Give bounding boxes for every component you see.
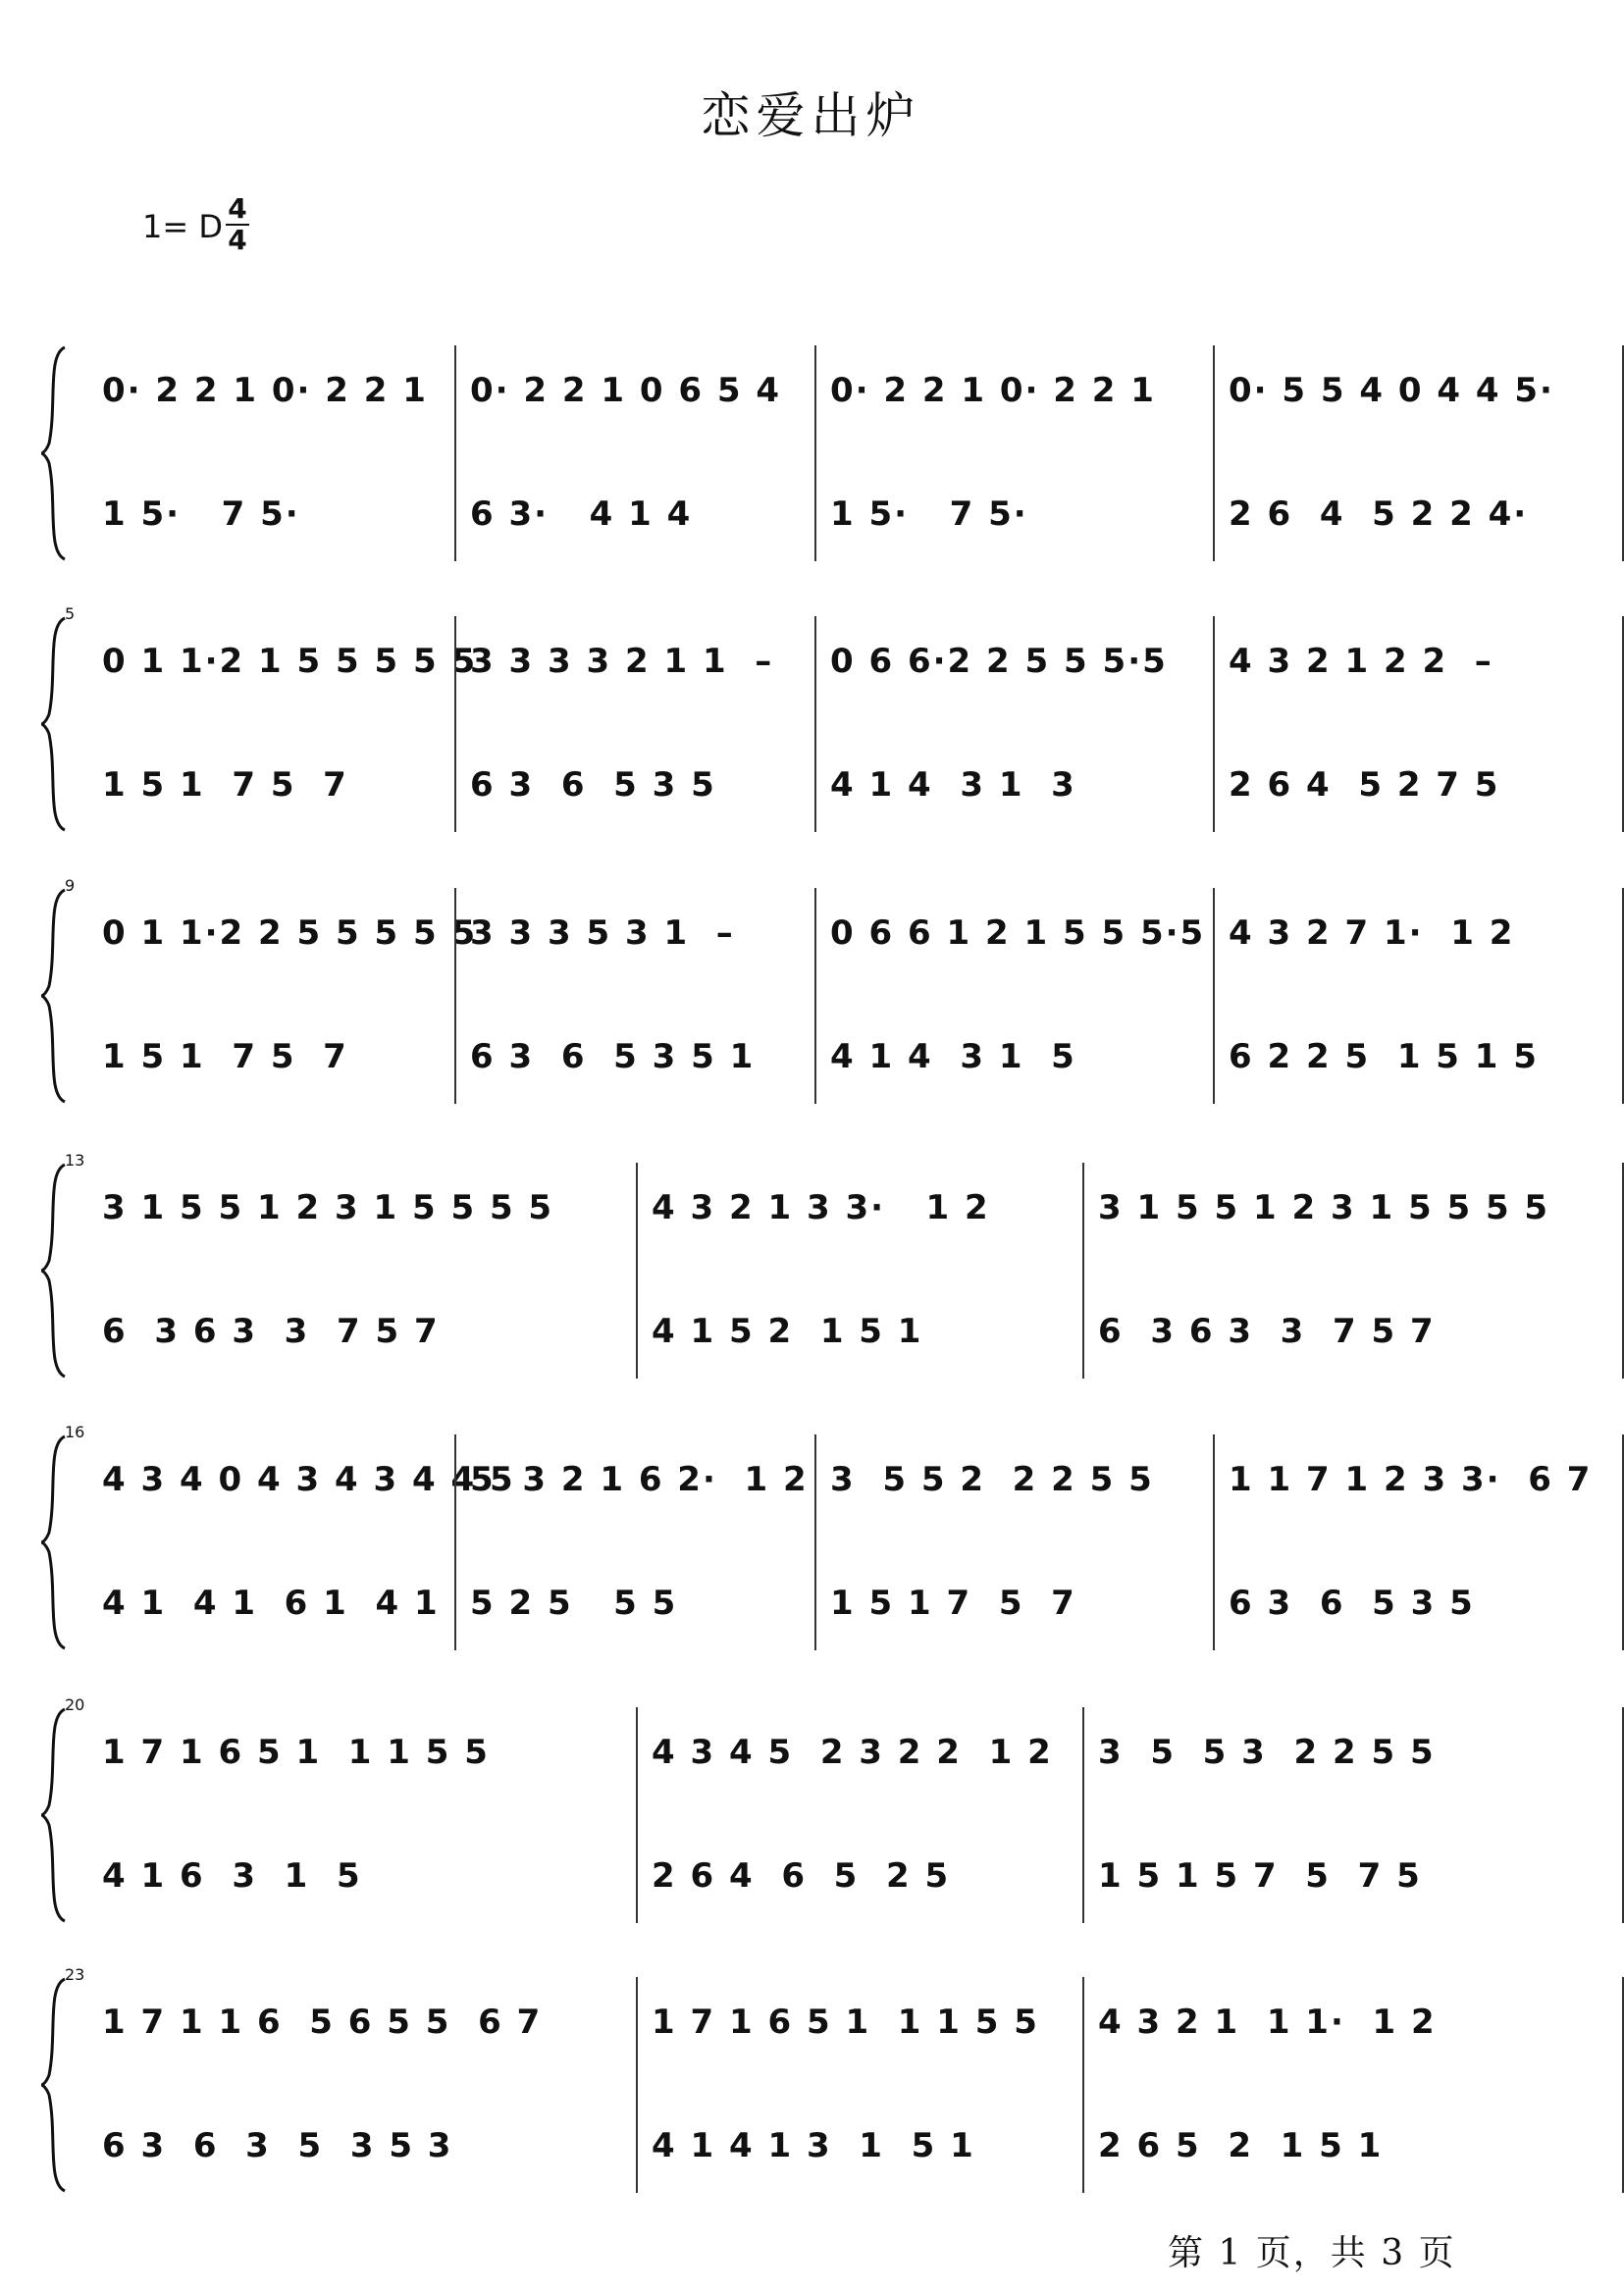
treble-staff <box>88 630 1590 693</box>
treble-measure: 0· 2 2 1 0· 2 2 1 <box>102 371 428 410</box>
bass-measure: 2 6 5 2 1 5 1 <box>1098 2126 1384 2165</box>
bass-staff <box>88 2114 1590 2177</box>
treble-measure: 4 3 2 7 1· 1 2 <box>1229 913 1515 953</box>
barline <box>636 1163 638 1379</box>
bass-measure: 4 1 4 3 1 3 <box>830 765 1076 805</box>
brace-icon <box>39 888 69 1104</box>
barline <box>454 1434 456 1650</box>
bass-measure: 2 6 4 5 2 2 4· <box>1229 495 1529 534</box>
barline <box>454 888 456 1104</box>
bass-measure: 6 3 6 5 3 5 <box>470 765 716 805</box>
brace-icon <box>39 1707 69 1923</box>
treble-measure: 0· 2 2 1 0 6 5 4 <box>470 371 782 410</box>
time-numerator: 4 <box>228 192 247 225</box>
brace-icon <box>39 616 69 832</box>
bass-measure: 4 1 4 3 1 5 <box>830 1037 1076 1076</box>
measure-number: 16 <box>65 1423 85 1441</box>
treble-measure: 0 1 1·2 2 5 5 5 5 5 <box>102 913 478 953</box>
score-system <box>39 345 1590 561</box>
treble-measure: 1 7 1 6 5 1 1 1 5 5 <box>652 2003 1039 2042</box>
time-signature <box>223 194 252 255</box>
brace-icon <box>39 345 69 561</box>
bass-measure: 6 3 6 5 3 5 1 <box>470 1037 756 1076</box>
measure-number: 5 <box>65 604 76 623</box>
brace-icon <box>39 1163 69 1379</box>
barline <box>1213 888 1215 1104</box>
treble-staff <box>88 902 1590 964</box>
measure-number: 20 <box>65 1695 85 1714</box>
bass-staff <box>88 483 1590 546</box>
treble-measure: 4 3 4 0 4 3 4 3 4 4 5 <box>102 1460 515 1499</box>
score-system <box>39 1151 1590 1379</box>
bass-measure: 5 2 5 5 5 <box>470 1584 678 1623</box>
treble-measure: 5 3 2 1 6 2· 1 2 <box>470 1460 809 1499</box>
measure-number: 13 <box>65 1151 85 1170</box>
treble-measure: 3 5 5 3 2 2 5 5 <box>1098 1733 1436 1772</box>
treble-measure: 4 3 2 1 3 3· 1 2 <box>652 1188 990 1227</box>
barline <box>1082 1977 1084 2193</box>
barline <box>1082 1163 1084 1379</box>
treble-measure: 0· 5 5 4 0 4 4 5· <box>1229 371 1554 410</box>
time-denominator: 4 <box>228 224 247 256</box>
treble-staff <box>88 1448 1593 1511</box>
barline <box>1213 1434 1215 1650</box>
treble-measure: 0 1 1·2 1 5 5 5 5 5 <box>102 642 478 681</box>
score-system <box>39 876 1590 1104</box>
bass-measure: 1 5 1 7 5 7 <box>830 1584 1076 1623</box>
bass-staff <box>88 754 1590 816</box>
barline <box>814 1434 816 1650</box>
score-system <box>39 604 1590 832</box>
barline <box>1213 345 1215 561</box>
bass-staff <box>88 1845 1590 1907</box>
barline <box>1213 616 1215 832</box>
treble-measure: 0· 2 2 1 0· 2 2 1 <box>830 371 1156 410</box>
treble-staff <box>88 1991 1590 2054</box>
bass-measure: 4 1 4 1 6 1 4 1 <box>102 1584 440 1623</box>
bass-measure: 4 1 6 3 1 5 <box>102 1856 362 1896</box>
treble-measure: 1 7 1 6 5 1 1 1 5 5 <box>102 1733 490 1772</box>
treble-measure: 3 3 3 5 3 1 – <box>470 913 735 953</box>
bass-measure: 2 6 4 5 2 7 5 <box>1229 765 1500 805</box>
barline <box>1082 1707 1084 1923</box>
bass-measure: 4 1 4 1 3 1 5 1 <box>652 2126 975 2165</box>
bass-measure: 2 6 4 6 5 2 5 <box>652 1856 951 1896</box>
bass-measure: 6 3· 4 1 4 <box>470 495 693 534</box>
bass-measure: 6 3 6 3 3 7 5 7 <box>1098 1312 1436 1351</box>
barline <box>814 345 816 561</box>
treble-measure: 3 3 3 3 2 1 1 – <box>470 642 774 681</box>
bass-measure: 1 5 1 7 5 7 <box>102 1037 348 1076</box>
bass-measure: 1 5 1 5 7 5 7 5 <box>1098 1856 1422 1896</box>
bass-measure: 1 5· 7 5· <box>830 495 1028 534</box>
treble-measure: 4 3 2 1 1 1· 1 2 <box>1098 2003 1437 2042</box>
treble-measure: 4 3 4 5 2 3 2 2 1 2 <box>652 1733 1053 1772</box>
treble-measure: 0 6 6 1 2 1 5 5 5·5 <box>830 913 1206 953</box>
bass-measure: 6 3 6 5 3 5 <box>1229 1584 1475 1623</box>
bass-measure: 6 2 2 5 1 5 1 5 <box>1229 1037 1539 1076</box>
bass-measure: 1 5 1 7 5 7 <box>102 765 348 805</box>
treble-measure: 3 1 5 5 1 2 3 1 5 5 5 5 <box>1098 1188 1550 1227</box>
bass-staff <box>88 1572 1590 1635</box>
key-signature: 1= D <box>142 208 223 245</box>
treble-staff <box>88 359 1590 422</box>
score-title: 恋爱出炉 <box>701 87 921 144</box>
treble-staff <box>88 1176 1590 1239</box>
barline <box>814 616 816 832</box>
treble-measure: 1 7 1 1 6 5 6 5 5 6 7 <box>102 2003 543 2042</box>
brace-icon <box>39 1977 69 2193</box>
treble-measure: 3 5 5 2 2 2 5 5 <box>830 1460 1154 1499</box>
bass-staff <box>88 1025 1590 1088</box>
bass-measure: 6 3 6 3 3 7 5 7 <box>102 1312 440 1351</box>
brace-icon <box>39 1434 69 1650</box>
treble-measure: 4 3 2 1 2 2 – <box>1229 642 1493 681</box>
bass-staff <box>88 1300 1590 1363</box>
score-system <box>39 1695 1590 1923</box>
barline <box>636 1977 638 2193</box>
page-footer: 第 1 页，共 3 页 <box>1168 2233 1456 2273</box>
bass-measure: 4 1 5 2 1 5 1 <box>652 1312 923 1351</box>
score-system <box>39 1423 1593 1650</box>
barline <box>814 888 816 1104</box>
measure-number: 9 <box>65 876 76 895</box>
treble-measure: 1 1 7 1 2 3 3· 6 7 <box>1229 1460 1593 1499</box>
barline <box>636 1707 638 1923</box>
barline <box>454 616 456 832</box>
treble-measure: 3 1 5 5 1 2 3 1 5 5 5 5 <box>102 1188 554 1227</box>
measure-number: 23 <box>65 1965 85 1984</box>
barline <box>454 345 456 561</box>
bass-measure: 1 5· 7 5· <box>102 495 300 534</box>
score-system <box>39 1965 1590 2193</box>
treble-measure: 0 6 6·2 2 5 5 5·5 <box>830 642 1168 681</box>
treble-staff <box>88 1721 1590 1784</box>
bass-measure: 6 3 6 3 5 3 5 3 <box>102 2126 453 2165</box>
